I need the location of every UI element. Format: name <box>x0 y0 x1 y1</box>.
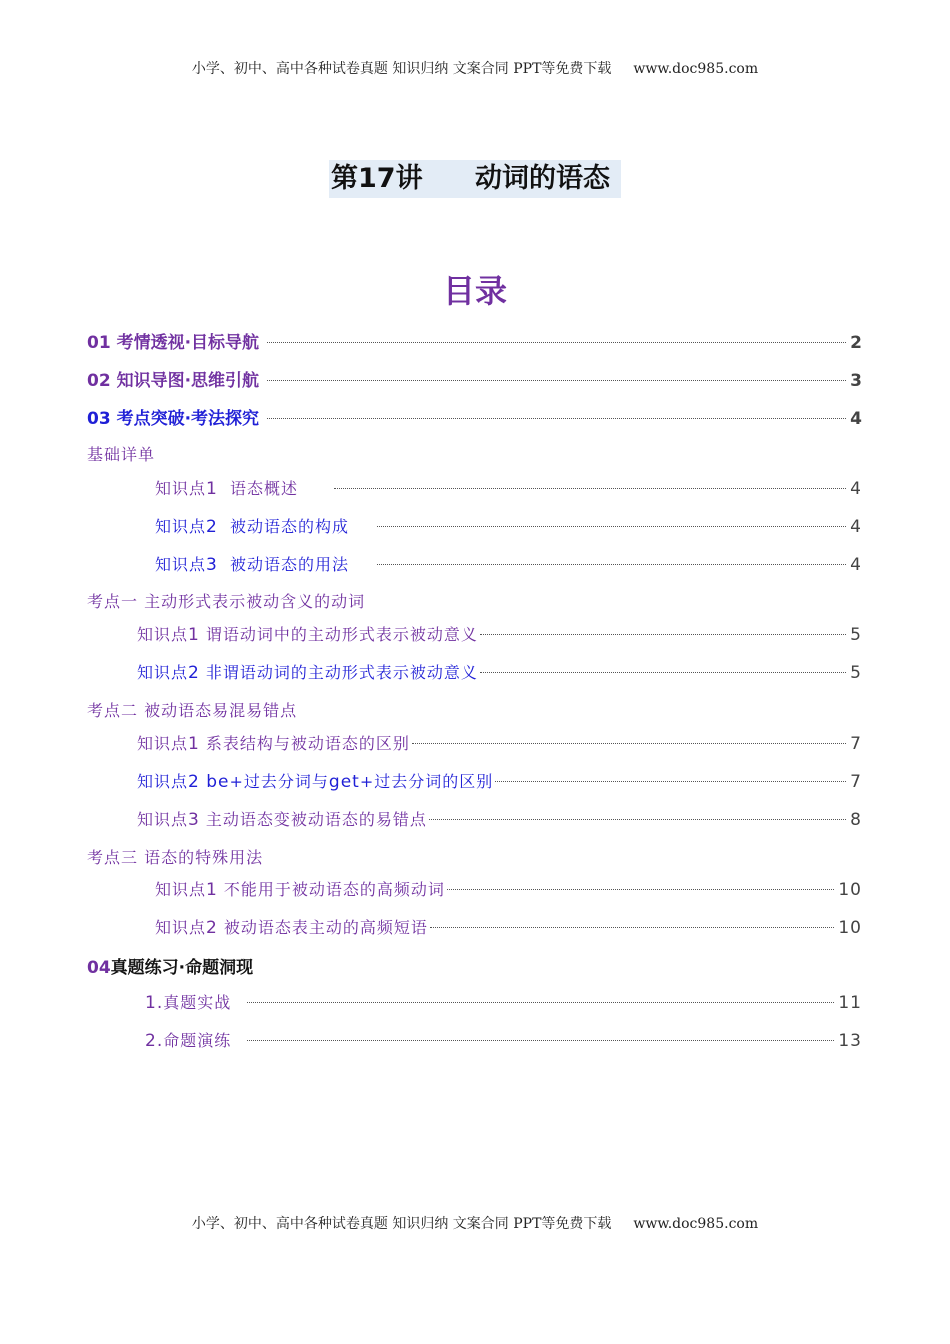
toc-leader <box>247 1040 834 1041</box>
toc-leader <box>429 819 846 820</box>
toc-leader <box>480 672 846 673</box>
toc-label: 知识点2 be+过去分词与get+过去分词的区别 <box>137 772 494 792</box>
toc-leader <box>430 927 834 928</box>
toc-page: 10 <box>838 918 862 938</box>
toc-entry-practice-1[interactable] <box>145 990 862 1016</box>
toc-page: 2 <box>850 333 862 353</box>
toc-label: 知识点1 不能用于被动语态的高频动词 <box>155 880 445 900</box>
toc-label: 真题练习·命题洞现 <box>110 958 254 978</box>
toc-page: 7 <box>850 734 862 754</box>
toc-label: 知识点2 非谓语动词的主动形式表示被动意义 <box>137 663 478 683</box>
toc-page: 8 <box>850 810 862 830</box>
toc-label: 01 考情透视·目标导航 <box>87 333 260 353</box>
toc-leader <box>334 488 846 489</box>
toc-leader <box>267 342 846 343</box>
lecture-name: 动词的语态 <box>475 163 610 194</box>
toc-label: 02 知识导图·思维引航 <box>87 371 260 391</box>
lecture-title <box>329 160 621 198</box>
toc-label: 03 考点突破·考法探究 <box>87 409 260 429</box>
toc-page: 4 <box>850 479 862 499</box>
toc-leader <box>447 889 834 890</box>
toc-page: 13 <box>838 1031 862 1051</box>
section-basic-title: 基础详单 <box>87 445 156 464</box>
toc-label: 知识点2 被动语态表主动的高频短语 <box>155 918 428 938</box>
toc-entry-02[interactable] <box>87 366 862 392</box>
toc-label: 知识点2 被动语态的构成 <box>155 517 350 537</box>
toc-entry-04[interactable] <box>87 953 587 979</box>
toc-page: 4 <box>850 409 862 429</box>
page-footer <box>0 1213 950 1233</box>
toc-page: 7 <box>850 772 862 792</box>
toc-entry-01[interactable] <box>87 328 862 354</box>
toc-entry-basic-3[interactable] <box>155 552 862 578</box>
header-text: 小学、初中、高中各种试卷真题 知识归纳 文案合同 PPT等免费下载 <box>191 61 612 77</box>
toc-label: 知识点1 谓语动词中的主动形式表示被动意义 <box>137 625 478 645</box>
toc-heading: 目录 <box>442 272 507 310</box>
toc-leader <box>412 743 846 744</box>
toc-leader <box>480 634 846 635</box>
footer-text: 小学、初中、高中各种试卷真题 知识归纳 文案合同 PPT等免费下载 <box>191 1216 612 1232</box>
toc-label: 2.命题演练 <box>145 1031 232 1051</box>
section-k2-title: 考点二 被动语态易混易错点 <box>87 701 298 720</box>
toc-leader <box>377 564 846 565</box>
toc-label: 知识点1 语态概述 <box>155 479 299 499</box>
toc-page: 4 <box>850 517 862 537</box>
toc-page: 11 <box>838 993 862 1013</box>
toc-entry-k1-1[interactable] <box>137 622 862 648</box>
toc-entry-k1-2[interactable] <box>137 660 862 686</box>
toc-leader <box>247 1002 834 1003</box>
toc-number: 04 <box>87 958 111 978</box>
section-k1-title: 考点一 主动形式表示被动含义的动词 <box>87 592 366 611</box>
toc-entry-k3-1[interactable] <box>155 877 862 903</box>
toc-leader <box>267 418 846 419</box>
toc-label: 知识点1 系表结构与被动语态的区别 <box>137 734 410 754</box>
toc-page: 4 <box>850 555 862 575</box>
toc-page: 5 <box>850 663 862 683</box>
toc-entry-basic-2[interactable] <box>155 514 862 540</box>
toc-entry-basic-1[interactable] <box>155 476 862 502</box>
toc-entry-k2-2[interactable] <box>137 769 862 795</box>
toc-label: 1.真题实战 <box>145 993 232 1013</box>
page-header <box>0 58 950 78</box>
section-k3-title: 考点三 语态的特殊用法 <box>87 848 264 867</box>
toc-page: 3 <box>850 371 862 391</box>
toc-page: 5 <box>850 625 862 645</box>
toc-label: 知识点3 主动语态变被动语态的易错点 <box>137 810 427 830</box>
toc-leader <box>267 380 846 381</box>
toc-page: 10 <box>838 880 862 900</box>
toc-leader <box>377 526 846 527</box>
toc-label: 知识点3 被动语态的用法 <box>155 555 350 575</box>
lecture-number: 第17讲 <box>331 163 423 194</box>
footer-site[interactable]: www.doc985.com <box>633 1216 759 1232</box>
toc-entry-k2-3[interactable] <box>137 807 862 833</box>
toc-entry-practice-2[interactable] <box>145 1028 862 1054</box>
toc-entry-k3-2[interactable] <box>155 915 862 941</box>
header-site[interactable]: www.doc985.com <box>633 61 759 77</box>
toc-entry-03[interactable] <box>87 404 862 430</box>
toc-entry-k2-1[interactable] <box>137 731 862 757</box>
toc-leader <box>495 781 846 782</box>
